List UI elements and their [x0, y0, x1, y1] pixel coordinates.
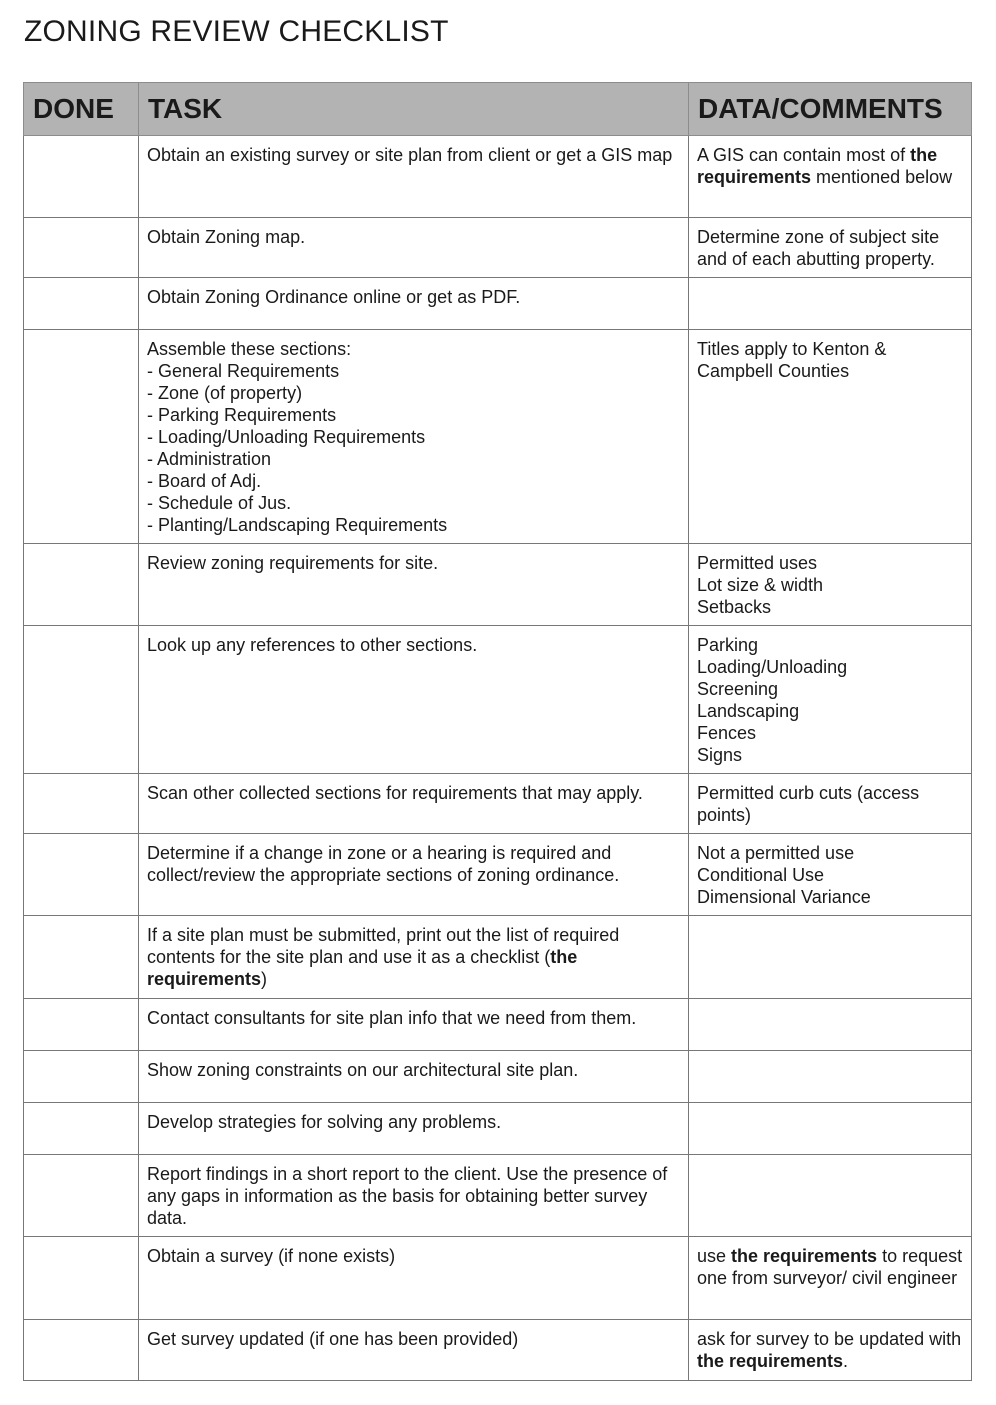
task-cell [139, 1051, 689, 1103]
table-row [24, 1320, 972, 1381]
task-line [147, 782, 680, 804]
task-line [147, 552, 680, 574]
done-checkbox-cell[interactable] [24, 330, 139, 544]
comments-cell [689, 136, 972, 218]
table-row [24, 330, 972, 544]
task-line [147, 924, 680, 990]
task-cell [139, 774, 689, 834]
task-line [147, 226, 680, 248]
table-row [24, 218, 972, 278]
task-cell [139, 218, 689, 278]
comments-cell [689, 1320, 972, 1381]
text-run: Landscaping [697, 701, 800, 721]
header-row [24, 83, 972, 136]
text-run: Get survey updated (if one has been provided) [147, 1329, 519, 1349]
comment-line [697, 842, 963, 864]
done-checkbox-cell[interactable] [24, 916, 139, 999]
text-run: Show zoning constraints on our architectural site plan. [147, 1060, 579, 1080]
task-cell [139, 278, 689, 330]
text-run: - Schedule of Jus. [147, 493, 292, 513]
task-line [147, 144, 680, 166]
task-line [147, 1245, 680, 1267]
task-line [147, 360, 680, 382]
task-line [147, 1059, 680, 1081]
done-checkbox-cell[interactable] [24, 1320, 139, 1381]
done-checkbox-cell[interactable] [24, 1155, 139, 1237]
text-run: Lot size & width [697, 575, 824, 595]
task-cell [139, 1320, 689, 1381]
comment-line [697, 552, 963, 574]
table-row [24, 1155, 972, 1237]
text-run: - Zone (of property) [147, 383, 303, 403]
text-run: Fences [697, 723, 757, 743]
text-run: ask for survey to be updated with [697, 1329, 962, 1349]
comment-line [697, 782, 963, 826]
done-checkbox-cell[interactable] [24, 544, 139, 626]
table-row [24, 916, 972, 999]
table-row [24, 1051, 972, 1103]
table-row [24, 1237, 972, 1320]
text-run: Obtain Zoning map. [147, 227, 306, 247]
comment-line [697, 656, 963, 678]
text-run: - Parking Requirements [147, 405, 337, 425]
text-run: - Administration [147, 449, 272, 469]
task-cell [139, 544, 689, 626]
done-checkbox-cell[interactable] [24, 999, 139, 1051]
task-line [147, 634, 680, 656]
text-run: Determine if a change in zone or a hearing is required and collect/review the appropriate sections of zoning ordinance. [147, 843, 620, 885]
comments-cell [689, 1051, 972, 1103]
comments-cell [689, 834, 972, 916]
text-run: Determine zone of subject site and of each abutting property. [697, 227, 940, 269]
text-run: Conditional Use [697, 865, 825, 885]
table-row [24, 834, 972, 916]
task-cell [139, 626, 689, 774]
text-run: - Loading/Unloading Requirements [147, 427, 426, 447]
comment-line [697, 226, 963, 270]
comments-cell [689, 278, 972, 330]
task-line [147, 514, 680, 536]
page-title: ZONING REVIEW CHECKLIST [24, 15, 449, 48]
task-line [147, 426, 680, 448]
text-run: Permitted curb cuts (access points) [697, 783, 920, 825]
comments-cell [689, 774, 972, 834]
comments-cell [689, 1237, 972, 1320]
task-cell [139, 136, 689, 218]
comment-line [697, 744, 963, 766]
text-run: Permitted uses [697, 553, 818, 573]
task-line [147, 1163, 680, 1229]
text-run: Loading/Unloading [697, 657, 848, 677]
comment-line [697, 1245, 963, 1289]
task-cell [139, 1237, 689, 1320]
text-run: Signs [697, 745, 743, 765]
table-row [24, 136, 972, 218]
comments-cell [689, 626, 972, 774]
done-checkbox-cell[interactable] [24, 1237, 139, 1320]
comment-line [697, 886, 963, 908]
task-line [147, 404, 680, 426]
task-line [147, 338, 680, 360]
done-checkbox-cell[interactable] [24, 834, 139, 916]
done-checkbox-cell[interactable] [24, 1051, 139, 1103]
text-run: to request one from surveyor/ civil engineer [697, 1246, 963, 1288]
task-line [147, 286, 680, 308]
text-run: ) [261, 969, 268, 989]
checklist-body [24, 136, 972, 1381]
task-cell [139, 1103, 689, 1155]
text-run: - Board of Adj. [147, 471, 262, 491]
task-line [147, 448, 680, 470]
comment-line [697, 700, 963, 722]
task-line [147, 1007, 680, 1029]
comment-line [697, 596, 963, 618]
text-run: Dimensional Variance [697, 887, 871, 907]
task-line [147, 470, 680, 492]
task-line [147, 382, 680, 404]
header-task: TASK [139, 83, 689, 136]
comments-cell [689, 544, 972, 626]
text-run: Develop strategies for solving any problems. [147, 1112, 502, 1132]
table-row [24, 626, 972, 774]
comments-cell [689, 1155, 972, 1237]
done-checkbox-cell[interactable] [24, 626, 139, 774]
table-row [24, 774, 972, 834]
comment-line [697, 678, 963, 700]
header-done: DONE [24, 83, 139, 136]
bold-text: the requirements [697, 145, 938, 187]
text-run: mentioned below [811, 167, 953, 187]
bold-text: the requirements [147, 947, 578, 989]
text-run: Look up any references to other sections. [147, 635, 478, 655]
text-run: Titles apply to Kenton & Campbell Counties [697, 339, 887, 381]
table-row [24, 278, 972, 330]
text-run: Obtain Zoning Ordinance online or get as PDF. [147, 287, 521, 307]
checklist-table [23, 82, 972, 1381]
comment-line [697, 634, 963, 656]
header-comments: DATA/COMMENTS [689, 83, 972, 136]
task-cell [139, 330, 689, 544]
comment-line [697, 864, 963, 886]
table-row [24, 999, 972, 1051]
comments-cell [689, 330, 972, 544]
done-checkbox-cell[interactable] [24, 218, 139, 278]
text-run: Setbacks [697, 597, 772, 617]
done-checkbox-cell[interactable] [24, 774, 139, 834]
text-run: Assemble these sections: [147, 339, 352, 359]
bold-text: the requirements [697, 1351, 844, 1371]
bold-text: the requirements [731, 1246, 878, 1266]
text-run: Scan other collected sections for requirements that may apply. [147, 783, 643, 803]
text-run: Parking [697, 635, 759, 655]
comment-line [697, 144, 963, 188]
done-checkbox-cell[interactable] [24, 136, 139, 218]
task-cell [139, 1155, 689, 1237]
comments-cell [689, 916, 972, 999]
comments-cell [689, 218, 972, 278]
text-run: Not a permitted use [697, 843, 855, 863]
text-run: use [697, 1246, 732, 1266]
comment-line [697, 574, 963, 596]
comment-line [697, 1328, 963, 1372]
table-row [24, 1103, 972, 1155]
text-run: - Planting/Landscaping Requirements [147, 515, 448, 535]
text-run: If a site plan must be submitted, print out the list of required contents for the site plan and use it as a checklist ( [147, 925, 620, 967]
text-run: - General Requirements [147, 361, 340, 381]
comments-cell [689, 1103, 972, 1155]
comment-line [697, 338, 963, 382]
task-cell [139, 916, 689, 999]
comments-cell [689, 999, 972, 1051]
task-cell [139, 999, 689, 1051]
text-run: . [843, 1351, 849, 1371]
done-checkbox-cell[interactable] [24, 1103, 139, 1155]
task-line [147, 842, 680, 886]
text-run: A GIS can contain most of [697, 145, 911, 165]
task-cell [139, 834, 689, 916]
text-run: Screening [697, 679, 779, 699]
task-line [147, 1111, 680, 1133]
text-run: Obtain a survey (if none exists) [147, 1246, 396, 1266]
text-run: Report findings in a short report to the client. Use the presence of any gaps in information as the basis for obtaining better survey data. [147, 1164, 668, 1228]
task-line [147, 1328, 680, 1350]
text-run: Contact consultants for site plan info that we need from them. [147, 1008, 637, 1028]
table-row [24, 544, 972, 626]
done-checkbox-cell[interactable] [24, 278, 139, 330]
text-run: Obtain an existing survey or site plan from client or get a GIS map [147, 145, 673, 165]
comment-line [697, 722, 963, 744]
text-run: Review zoning requirements for site. [147, 553, 439, 573]
task-line [147, 492, 680, 514]
